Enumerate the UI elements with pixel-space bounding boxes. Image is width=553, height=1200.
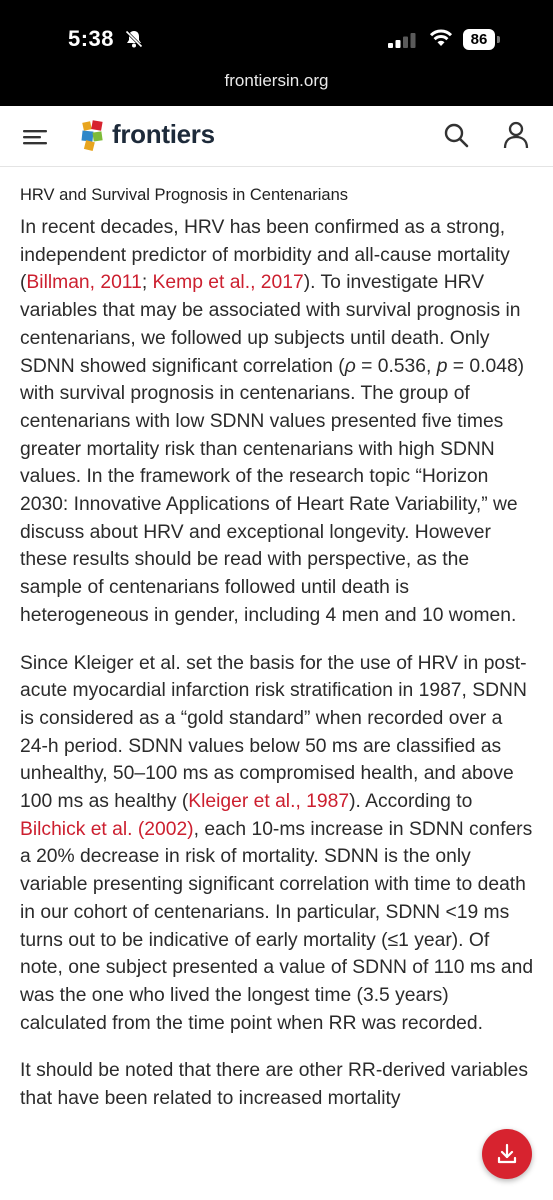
wifi-icon [428, 28, 454, 48]
text: ). According to [349, 791, 473, 813]
battery-tip [497, 36, 500, 43]
text: = 0.536, [355, 355, 437, 377]
citation-link-kemp-2017[interactable]: Kemp et al., 2017 [152, 272, 304, 294]
text: ; [141, 272, 153, 294]
text: It should be noted that there are other RR-derived variables that have been related to increased mortality [20, 1060, 529, 1110]
frontiers-logo-icon[interactable] [80, 120, 110, 152]
paragraph-1 [20, 214, 535, 630]
status-time: 5:38 [68, 26, 115, 51]
user-icon[interactable] [503, 121, 529, 149]
p-symbol: p [436, 355, 448, 377]
status-bar [0, 0, 553, 106]
search-icon[interactable] [443, 122, 469, 148]
bell-slash-icon [124, 29, 144, 49]
text: , each 10-ms increase in SDNN confers a 20% decrease in risk of mortality. SDNN is the only variable presenting significant correlation with time to death in our cohort of centenarians. In particular, SDNN <19 ms turns out to be indicative of early mortality (≤1 year). Of note, one subject presented a value of SDNN of 110 ms and was the one who lived the longest time (3.5 years) calculated from the time point when RR was recorded. [20, 818, 534, 1034]
battery-indicator: 86 [463, 29, 495, 50]
text: In recent decades, HRV has been confirmed as a strong, independent predictor of morbidity and all-cause mortality ( [20, 217, 510, 294]
download-button[interactable] [482, 1129, 532, 1179]
citation-link-kleiger-1987[interactable]: Kleiger et al., 1987 [188, 791, 350, 813]
paragraph-3 [20, 1057, 535, 1112]
text: ). To investigate HRV variables that may be associated with survival prognosis in centenarians, we followed up subjects until death. Only SDNN showed significant correlation ( [20, 272, 521, 377]
citation-link-billman-2011[interactable]: Billman, 2011 [26, 272, 142, 294]
text: = 0.048) with survival prognosis in centenarians. The group of centenarians with low SDNN values presented five times greater mortality risk than centenarians with high SDNN values. In the framework of the research topic “Horizon 2030: Innovative Applications of Heart Rate Variability,” we discuss about HRV and exceptional longevity. However these results should be read with perspective, as the sample of centenarians followed until death is heterogeneous in gender, including 4 men and 10 women. [20, 355, 525, 626]
cellular-signal-icon [388, 32, 418, 48]
app-header [0, 106, 553, 167]
article-body [20, 184, 535, 1133]
section-heading: HRV and Survival Prognosis in Centenarians [20, 186, 349, 204]
brand-name[interactable]: frontiers [112, 119, 215, 149]
address-bar-url[interactable]: frontiersin.org [224, 71, 329, 90]
download-icon [495, 1142, 519, 1166]
citation-link-bilchick-2002[interactable]: Bilchick et al. (2002) [20, 818, 194, 840]
text: Since Kleiger et al. set the basis for the use of HRV in post-acute myocardial infarction risk stratification in 1987, SDNN is considered as a “gold standard” when recorded over a 24-h period. SDNN values below 50 ms are classified as unhealthy, 50–100 ms as compromised health, and above 100 ms as healthy ( [20, 652, 527, 813]
rho-symbol: ρ [344, 355, 356, 377]
menu-icon[interactable] [23, 128, 49, 146]
paragraph-2 [20, 650, 535, 1038]
